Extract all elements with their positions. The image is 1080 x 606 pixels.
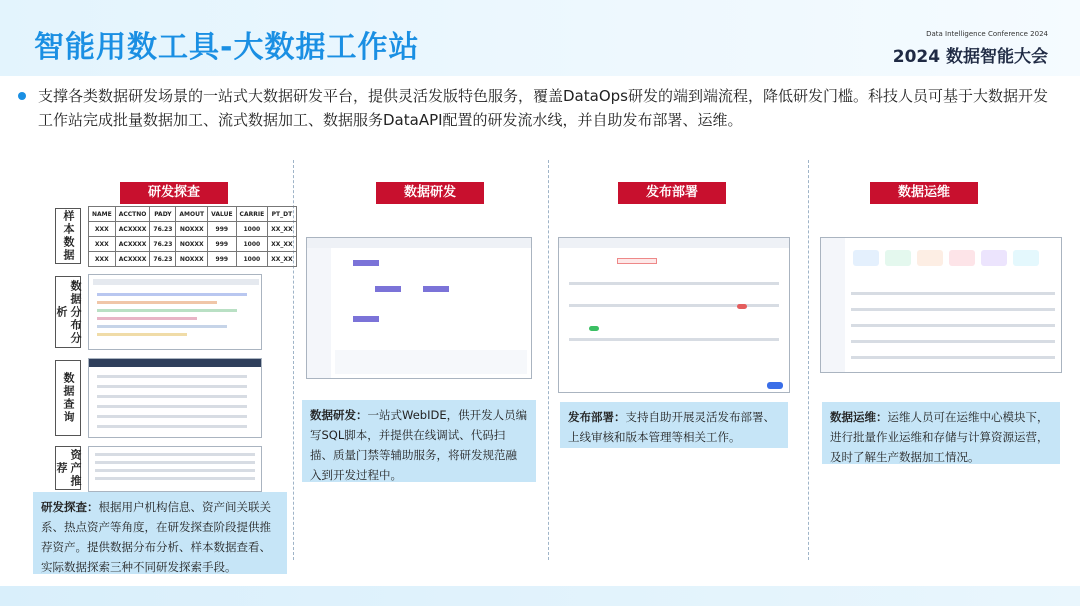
develop-screenshot: [306, 237, 532, 379]
table-cell: 1000: [236, 252, 268, 267]
table-cell: XXX: [89, 222, 116, 237]
table-header-cell: ACCTNO: [115, 207, 150, 222]
table-row: [89, 222, 297, 237]
table-cell: 76.23: [150, 237, 176, 252]
table-cell: XX_XX: [268, 222, 297, 237]
caption-develop: 数据研发：一站式WebIDE，供开发人员编写SQL脚本，并提供在线调试、代码扫描、质量门禁等辅助服务，将研发规范融入到开发过程中。: [302, 400, 536, 482]
table-cell: XXX: [89, 252, 116, 267]
footer-band: [0, 586, 1080, 606]
query-screenshot: [88, 358, 262, 438]
column-divider: [548, 160, 549, 560]
table-row: [89, 237, 297, 252]
table-cell: XXX: [89, 237, 116, 252]
conference-title: 2024 数据智能大会: [892, 47, 1048, 67]
table-cell: 76.23: [150, 252, 176, 267]
label-asset-recommend: 资产推荐: [55, 446, 81, 490]
table-row: [89, 252, 297, 267]
intro-text: 支撑各类数据研发场景的一站式大数据研发平台，提供灵活发版特色服务，覆盖DataOps研发的端到端流程，降低研发门槛。科技人员可基于大数据开发工作站完成批量数据加工、流式数据加工、数据服务DataAPI配置的研发流水线，并自助发布部署、运维。: [38, 87, 1048, 129]
table-cell: XX_XX: [268, 252, 297, 267]
table-header-cell: CARRIE: [236, 207, 268, 222]
tag-develop: 数据研发: [376, 182, 484, 204]
asset-recommend-screenshot: [88, 446, 262, 492]
label-query: 数据查询: [55, 360, 81, 436]
caption-ops: 数据运维：运维人员可在运维中心模块下，进行批量作业运维和存储与计算资源运营，及时了解生产数据加工情况。: [822, 402, 1060, 464]
label-distribution: 数据分布分析: [55, 276, 81, 348]
table-cell: ACXXXX: [115, 237, 150, 252]
table-header-cell: AMOUT: [176, 207, 208, 222]
table-cell: 999: [208, 222, 236, 237]
table-header-cell: PT_DT: [268, 207, 297, 222]
tag-ops: 数据运维: [870, 182, 978, 204]
table-header-cell: NAME: [89, 207, 116, 222]
table-cell: 999: [208, 252, 236, 267]
distribution-screenshot: [88, 274, 262, 350]
table-header-cell: VALUE: [208, 207, 236, 222]
table-cell: NOXXX: [176, 252, 208, 267]
table-cell: ACXXXX: [115, 252, 150, 267]
table-header-cell: PADY: [150, 207, 176, 222]
intro-paragraph: [38, 84, 1048, 132]
table-cell: NOXXX: [176, 237, 208, 252]
column-divider: [808, 160, 809, 560]
table-cell: XX_XX: [268, 237, 297, 252]
table-cell: 1000: [236, 237, 268, 252]
slide-title: 智能用数工具-大数据工作站: [34, 30, 420, 65]
caption-explore: 研发探查：根据用户机构信息、资产间关联关系、热点资产等角度，在研发探查阶段提供推荐资产。提供数据分布分析、样本数据查看、实际数据探索三种不同研发探索手段。: [33, 492, 287, 574]
table-cell: ACXXXX: [115, 222, 150, 237]
sample-data-table: [88, 206, 297, 267]
conference-subtitle: Data Intelligence Conference 2024: [926, 30, 1048, 38]
deploy-screenshot: [558, 237, 790, 393]
ops-screenshot: [820, 237, 1062, 373]
bullet-icon: [18, 92, 26, 100]
caption-deploy: 发布部署：支持自助开展灵活发布部署、上线审核和版本管理等相关工作。: [560, 402, 788, 448]
table-cell: 999: [208, 237, 236, 252]
table-cell: 1000: [236, 222, 268, 237]
tag-deploy: 发布部署: [618, 182, 726, 204]
table-cell: NOXXX: [176, 222, 208, 237]
label-sample-data: 样本数据: [55, 208, 81, 264]
tag-explore: 研发探查: [120, 182, 228, 204]
table-cell: 76.23: [150, 222, 176, 237]
